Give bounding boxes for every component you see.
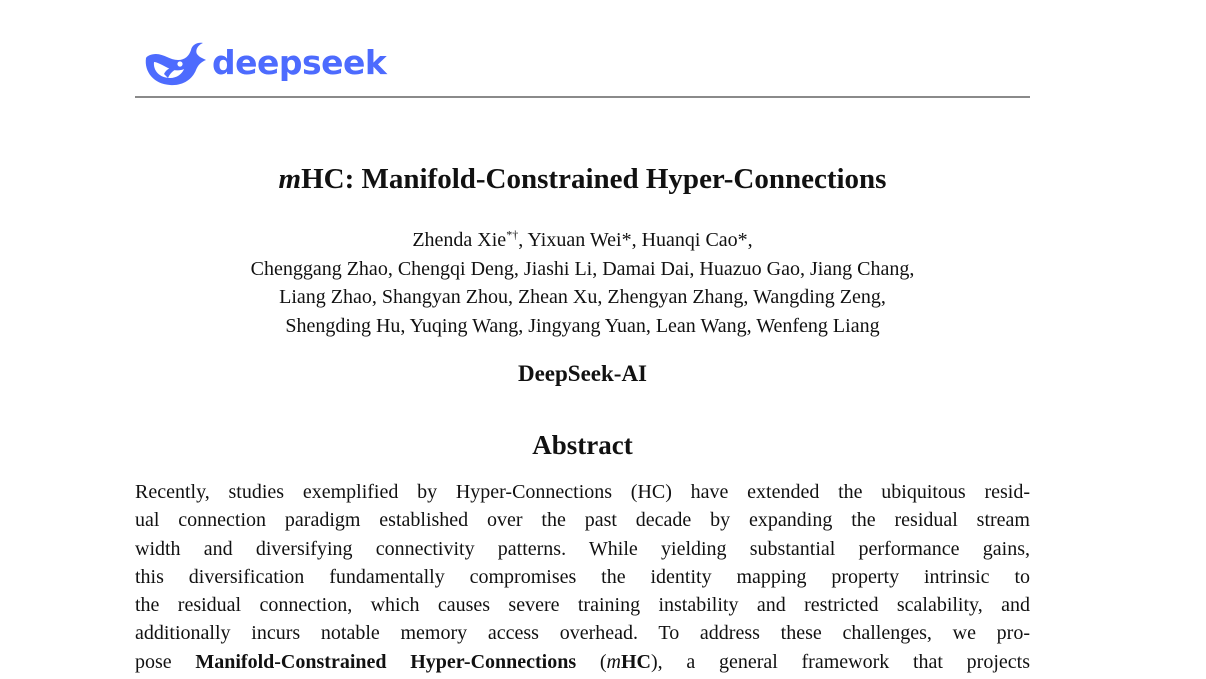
- author-line-2: Chenggang Zhao, Chengqi Deng, Jiashi Li, Damai Dai, Huazuo Gao, Jiang Chang,: [250, 257, 915, 280]
- author-mark: *: [737, 229, 748, 251]
- method-name: Manifold-Constrained Hyper-Connections: [195, 650, 577, 673]
- abstract-line-last: [135, 648, 1030, 676]
- abstract-text: pose: [135, 650, 196, 673]
- paper-header: [135, 28, 1030, 98]
- method-abbr: HC: [620, 650, 651, 673]
- title-rest: HC: Manifold-Constrained Hyper-Connections: [301, 163, 887, 195]
- author-name: Zhenda Xie: [412, 229, 507, 251]
- abstract-body: [135, 478, 1030, 676]
- abstract-line: the residual connection, which causes severe training instability and restricted scalability, and: [135, 594, 1030, 617]
- paper-title: [135, 163, 1030, 196]
- abstract-line: width and diversifying connectivity patterns. While yielding substantial performance gains,: [135, 537, 1030, 560]
- author-name: Yixuan Wei: [527, 229, 622, 251]
- author-list: [135, 226, 1030, 340]
- abstract-line: additionally incurs notable memory access overhead. To address these challenges, we pro-: [135, 622, 1030, 645]
- author-sep: ,: [631, 229, 642, 251]
- author-line-1: [135, 226, 1030, 255]
- abstract-text: (: [576, 650, 607, 673]
- method-abbr-prefix: m: [606, 650, 621, 673]
- title-prefix: m: [278, 163, 302, 195]
- abstract-heading: Abstract: [532, 430, 633, 460]
- logo-wordmark: deepseek: [212, 42, 387, 82]
- abstract-line: ual connection paradigm established over the past decade by expanding the residual stream: [135, 509, 1030, 532]
- header-divider: [135, 96, 1030, 98]
- author-mark: *: [621, 229, 632, 251]
- author-line-4: Shengding Hu, Yuqing Wang, Jingyang Yuan, Lean Wang, Wenfeng Liang: [285, 314, 880, 337]
- author-sep: ,: [747, 229, 753, 251]
- abstract-line: Recently, studies exemplified by Hyper-Connections (HC) have extended the ubiquitous resid-: [135, 481, 1030, 503]
- abstract-text: , a general framework that projects: [657, 650, 1030, 673]
- affiliation: DeepSeek-AI: [517, 361, 648, 386]
- whale-logo-icon: [140, 38, 208, 88]
- deepseek-logo: [140, 38, 386, 88]
- abstract-line: this diversification fundamentally compromises the identity mapping property intrinsic to: [135, 565, 1030, 588]
- author-mark: *†: [506, 227, 519, 242]
- author-sep: ,: [518, 229, 528, 251]
- author-line-3: Liang Zhao, Shangyan Zhou, Zhean Xu, Zhengyan Zhang, Wangding Zeng,: [279, 286, 886, 308]
- author-name: Huanqi Cao: [641, 229, 738, 251]
- abstract-text: ): [650, 650, 658, 673]
